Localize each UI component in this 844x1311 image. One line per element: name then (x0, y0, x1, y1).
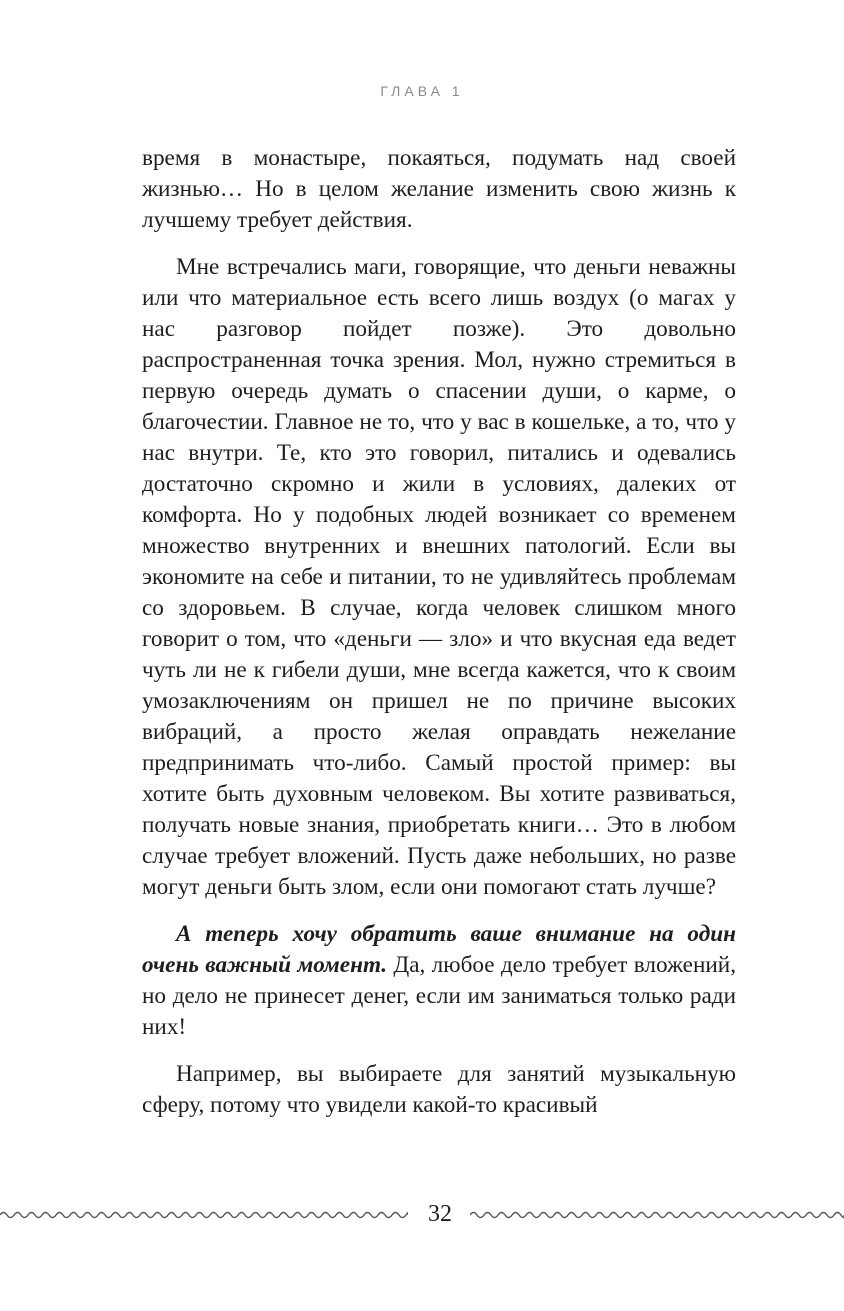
page-number: 32 (428, 1201, 452, 1227)
paragraph-1: время в монастыре, покаяться, подумать над своей жизнью… Но в целом желание изменить свою жизнь к лучшему требует действия. (142, 145, 736, 233)
body-text (142, 143, 736, 1137)
chapter-header: ГЛАВА 1 (380, 83, 464, 99)
wavy-ornament-right (470, 1208, 844, 1222)
paragraph-2: Мне встречались маги, говорящие, что деньги неважны или что материальное есть всего лишь воздух (о магах у нас разговор пойдет позже). Это довольно распространенная точка зрения. Мол, нужно стремиться в первую очередь думать о спасении души, о карме, о благочестии. Главное не то, что у вас в кошельке, а то, что у нас внутри. Те, кто это говорил, питались и одевались достаточно скромно и жили в условиях, далеких от комфорта. Но у подобных людей возникает со временем множество внутренних и внешних патологий. Если вы экономите на себе и питании, то не удивляйтесь проблемам со здоровьем. В случае, когда человек слишком много говорит о том, что «деньги — зло» и что вкусная еда ведет чуть ли не к гибели души, мне всегда кажется, что к своим умозаключениям он пришел не по причине высоких вибраций, а просто желая оправдать нежелание предпринимать что-либо. Самый простой пример: вы хотите быть духовным человеком. Вы хотите развиваться, получать новые знания, приобретать книги… Это в любом случае требует вложений. Пусть даже небольших, но разве могут деньги быть злом, если они помогают стать лучше? (142, 254, 736, 900)
wavy-ornament-left (0, 1208, 408, 1222)
paragraph-3 (142, 919, 736, 1043)
paragraph-3-rest: Да, любое дело требует вложений, но дело не принесет денег, если им заниматься только ради них! (142, 952, 736, 1040)
emphasis-text: А теперь хочу обратить ваше внимание на один очень важный момент. (142, 921, 736, 978)
page-footer (0, 1196, 844, 1232)
paragraph-4: Например, вы выбираете для занятий музыкальную сферу, потому что увидели какой-то красивый (142, 1061, 736, 1118)
